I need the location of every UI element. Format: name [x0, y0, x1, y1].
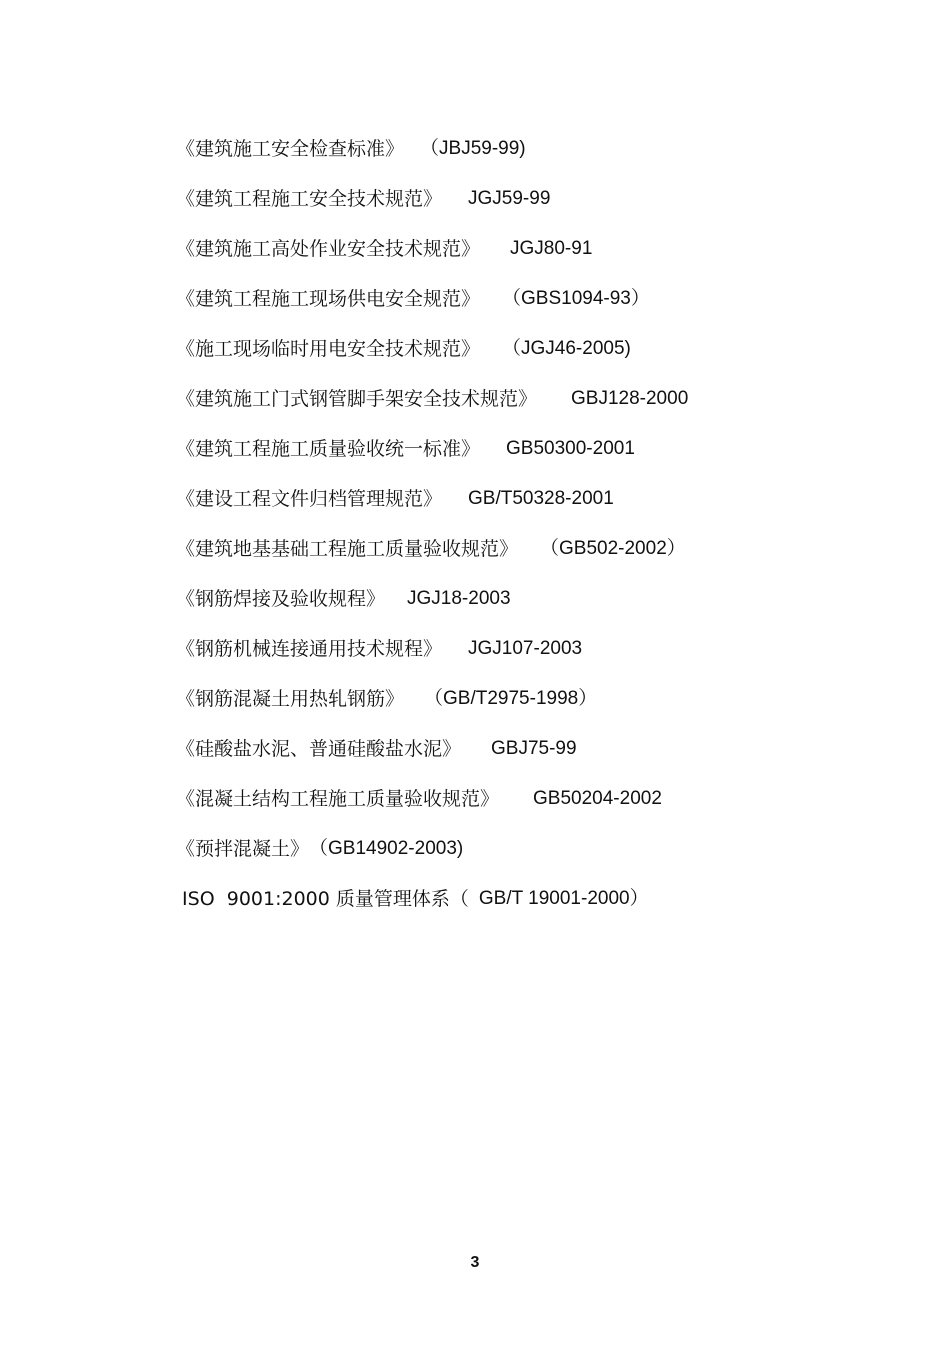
list-item [176, 524, 876, 574]
standard-code: GB/T50328-2001 [468, 488, 614, 509]
standard-title: 《建筑工程施工质量验收统一标准》 [176, 438, 481, 460]
standard-code: JGJ18-2003 [407, 588, 511, 609]
standard-code: JGJ59-99 [468, 188, 551, 209]
list-item [176, 174, 876, 224]
standard-code: GB/T 19001-2000） [478, 888, 649, 909]
standard-title: 《钢筋焊接及验收规程》 [176, 588, 386, 610]
standard-code: （GB502-2002） [540, 538, 686, 559]
list-item [176, 874, 876, 924]
list-item [176, 424, 876, 474]
standard-title: 《钢筋混凝土用热轧钢筋》 [176, 688, 405, 710]
reference-standards-list [176, 124, 876, 924]
standard-code: （GBS1094-93） [502, 288, 650, 309]
list-item [176, 774, 876, 824]
standard-code: GBJ128-2000 [571, 388, 689, 409]
list-item [176, 824, 876, 874]
standard-title: 《建筑施工安全检查标准》 [176, 138, 405, 160]
standard-title: 《预拌混凝土》 [176, 838, 310, 860]
standard-title: 《建筑施工门式钢管脚手架安全技术规范》 [176, 388, 538, 410]
standard-code: GB50204-2002 [533, 788, 662, 809]
standard-code: （JGJ46-2005) [502, 338, 631, 359]
list-item [176, 324, 876, 374]
list-item [176, 624, 876, 674]
page-number: 3 [470, 1254, 480, 1271]
standard-title: 《钢筋机械连接通用技术规程》 [176, 638, 443, 660]
standard-code: JGJ80-91 [510, 238, 593, 259]
standard-code: （GB14902-2003) [309, 838, 464, 859]
list-item [176, 124, 876, 174]
standard-title: 《建筑地基基础工程施工质量验收规范》 [176, 538, 519, 560]
standard-code: GB50300-2001 [506, 438, 635, 459]
standard-code: GBJ75-99 [491, 738, 577, 759]
standard-title: 《施工现场临时用电安全技术规范》 [176, 338, 481, 360]
list-item [176, 374, 876, 424]
standard-title: 《建筑施工高处作业安全技术规范》 [176, 238, 481, 260]
standard-title: ISO 9001:2000 质量管理体系（ [176, 888, 469, 910]
standard-code: JGJ107-2003 [468, 638, 583, 659]
standard-title: 《建筑工程施工现场供电安全规范》 [176, 288, 481, 310]
standard-title: 《建设工程文件归档管理规范》 [176, 488, 443, 510]
standard-code: （GB/T2975-1998） [424, 688, 598, 709]
list-item [176, 574, 876, 624]
list-item [176, 724, 876, 774]
list-item [176, 224, 876, 274]
standard-code: （JBJ59-99) [420, 138, 526, 159]
list-item [176, 274, 876, 324]
list-item [176, 474, 876, 524]
list-item [176, 674, 876, 724]
standard-title: 《混凝土结构工程施工质量验收规范》 [176, 788, 500, 810]
standard-title: 《建筑工程施工安全技术规范》 [176, 188, 443, 210]
standard-title: 《硅酸盐水泥、普通硅酸盐水泥》 [176, 738, 462, 760]
